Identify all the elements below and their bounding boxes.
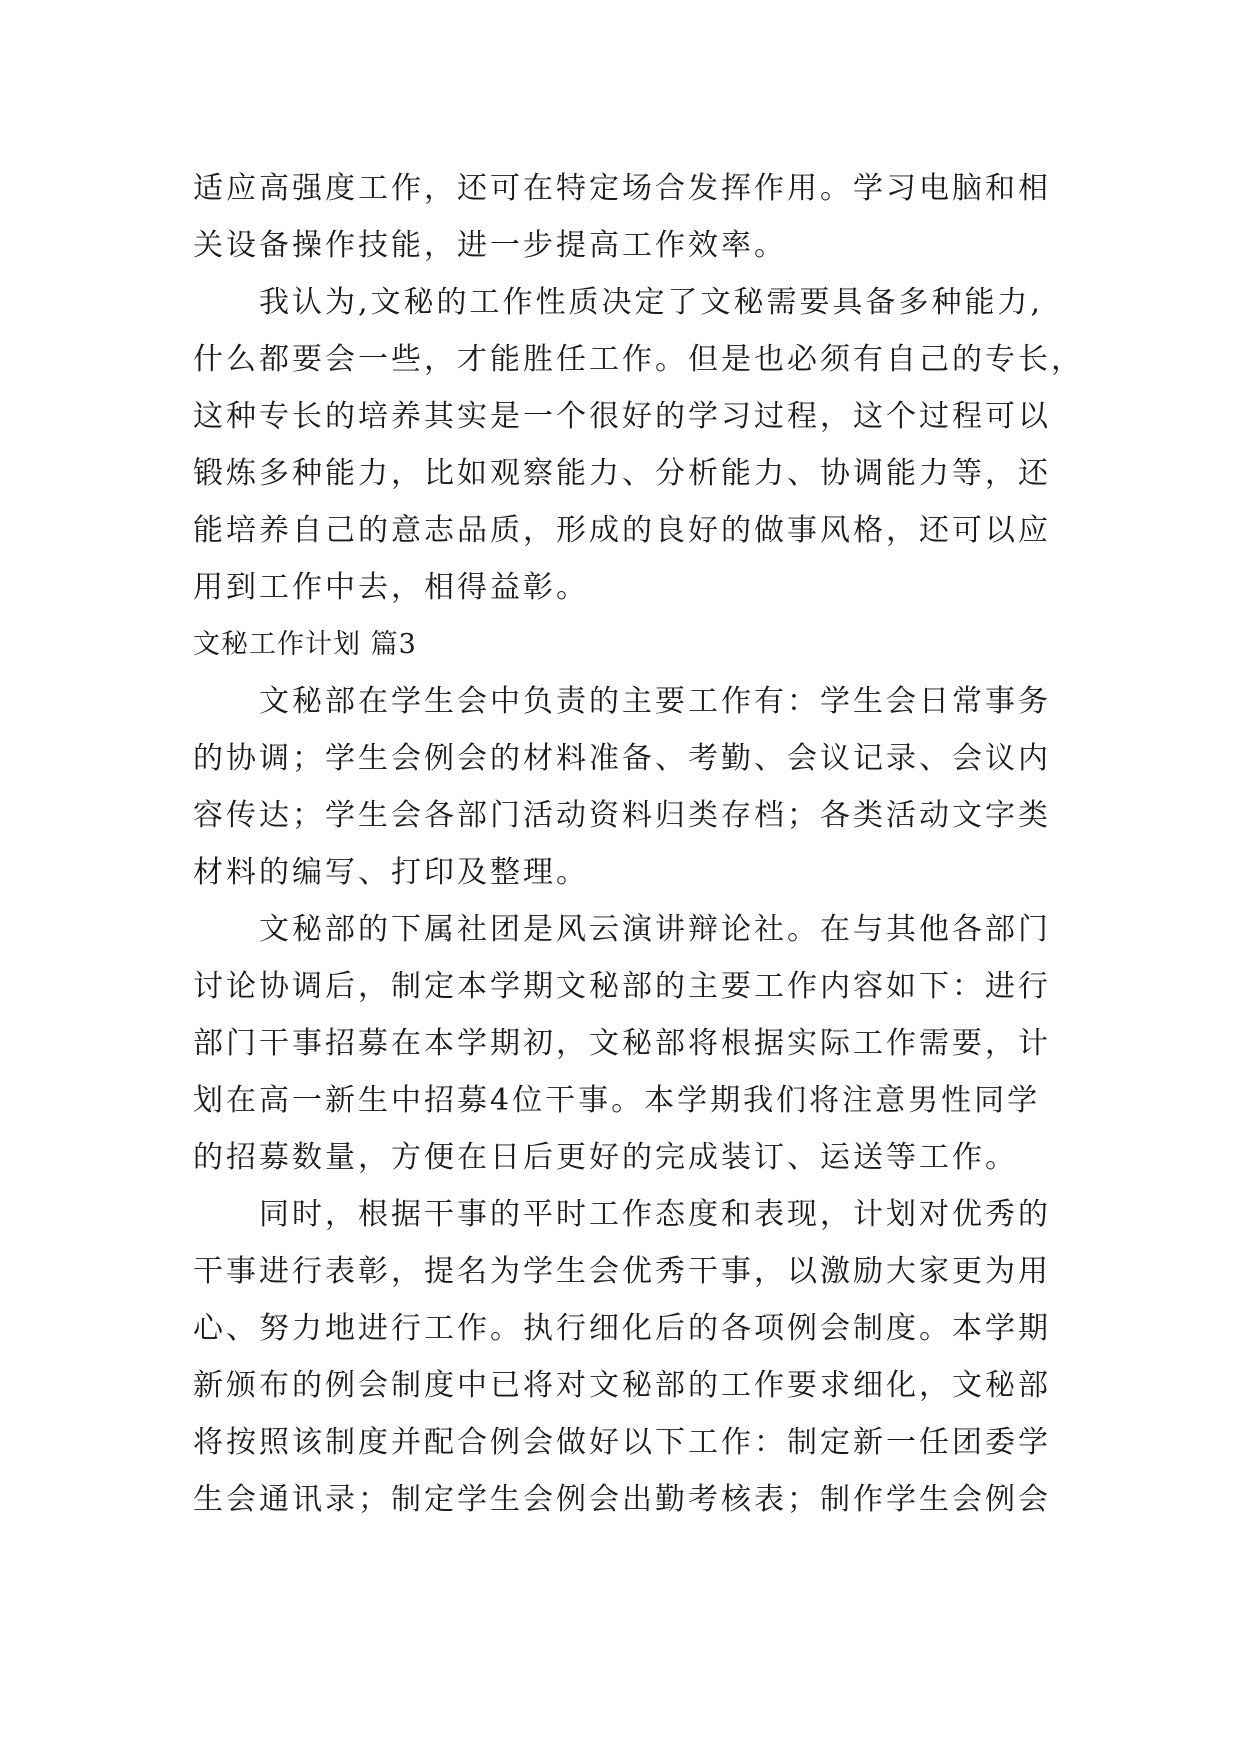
text-line: 文秘部的下属社团是风云演讲辩论社。在与其他各部门 [259,912,1051,947]
text-line: 用到工作中去，相得益彰。 [193,570,589,605]
text-line: 关设备操作技能，进一步提高工作效率。 [193,228,787,263]
text-line: 我认为,文秘的工作性质决定了文秘需要具备多种能力, [259,285,1044,320]
text-line: 文秘部在学生会中负责的主要工作有：学生会日常事务 [259,684,1051,719]
paragraph [193,1186,1073,1528]
text-line: 这种专长的培养其实是一个很好的学习过程，这个过程可以 [193,399,1051,434]
text-line: 同时，根据干事的平时工作态度和表现，计划对优秀的 [259,1197,1051,1232]
text-line: 的协调；学生会例会的材料准备、考勤、会议记录、会议内 [193,741,1051,776]
text-line: 容传达；学生会各部门活动资料归类存档；各类活动文字类 [193,798,1051,833]
paragraph [193,673,1073,901]
text-line: 什么都要会一些，才能胜任工作。但是也必须有自己的专长， [193,342,1084,377]
paragraph [193,274,1084,616]
text-line: 生会通讯录；制定学生会例会出勤考核表；制作学生会例会 [193,1482,1051,1517]
text-line: 划在高一新生中招募4位干事。本学期我们将注意男性同学 [193,1083,1041,1118]
text-line: 将按照该制度并配合例会做好以下工作：制定新一任团委学 [193,1425,1051,1460]
document-body [193,160,1084,1528]
text-line: 讨论协调后，制定本学期文秘部的主要工作内容如下：进行 [193,969,1051,1004]
section-heading [193,616,1073,673]
text-line: 新颁布的例会制度中已将对文秘部的工作要求细化，文秘部 [193,1368,1051,1403]
paragraph [193,901,1073,1186]
text-line: 适应高强度工作，还可在特定场合发挥作用。学习电脑和相 [193,171,1051,206]
text-line: 锻炼多种能力，比如观察能力、分析能力、协调能力等，还 [193,456,1051,491]
heading-text: 文秘工作计划 篇3 [193,629,417,660]
text-line: 心、努力地进行工作。执行细化后的各项例会制度。本学期 [193,1311,1051,1346]
paragraph [193,160,1073,274]
text-line: 能培养自己的意志品质，形成的良好的做事风格，还可以应 [193,513,1051,548]
text-line: 材料的编写、打印及整理。 [193,855,589,890]
text-line: 部门干事招募在本学期初，文秘部将根据实际工作需要，计 [193,1026,1051,1061]
text-line: 的招募数量，方便在日后更好的完成装订、运送等工作。 [193,1140,1018,1175]
text-line: 干事进行表彰，提名为学生会优秀干事，以激励大家更为用 [193,1254,1051,1289]
